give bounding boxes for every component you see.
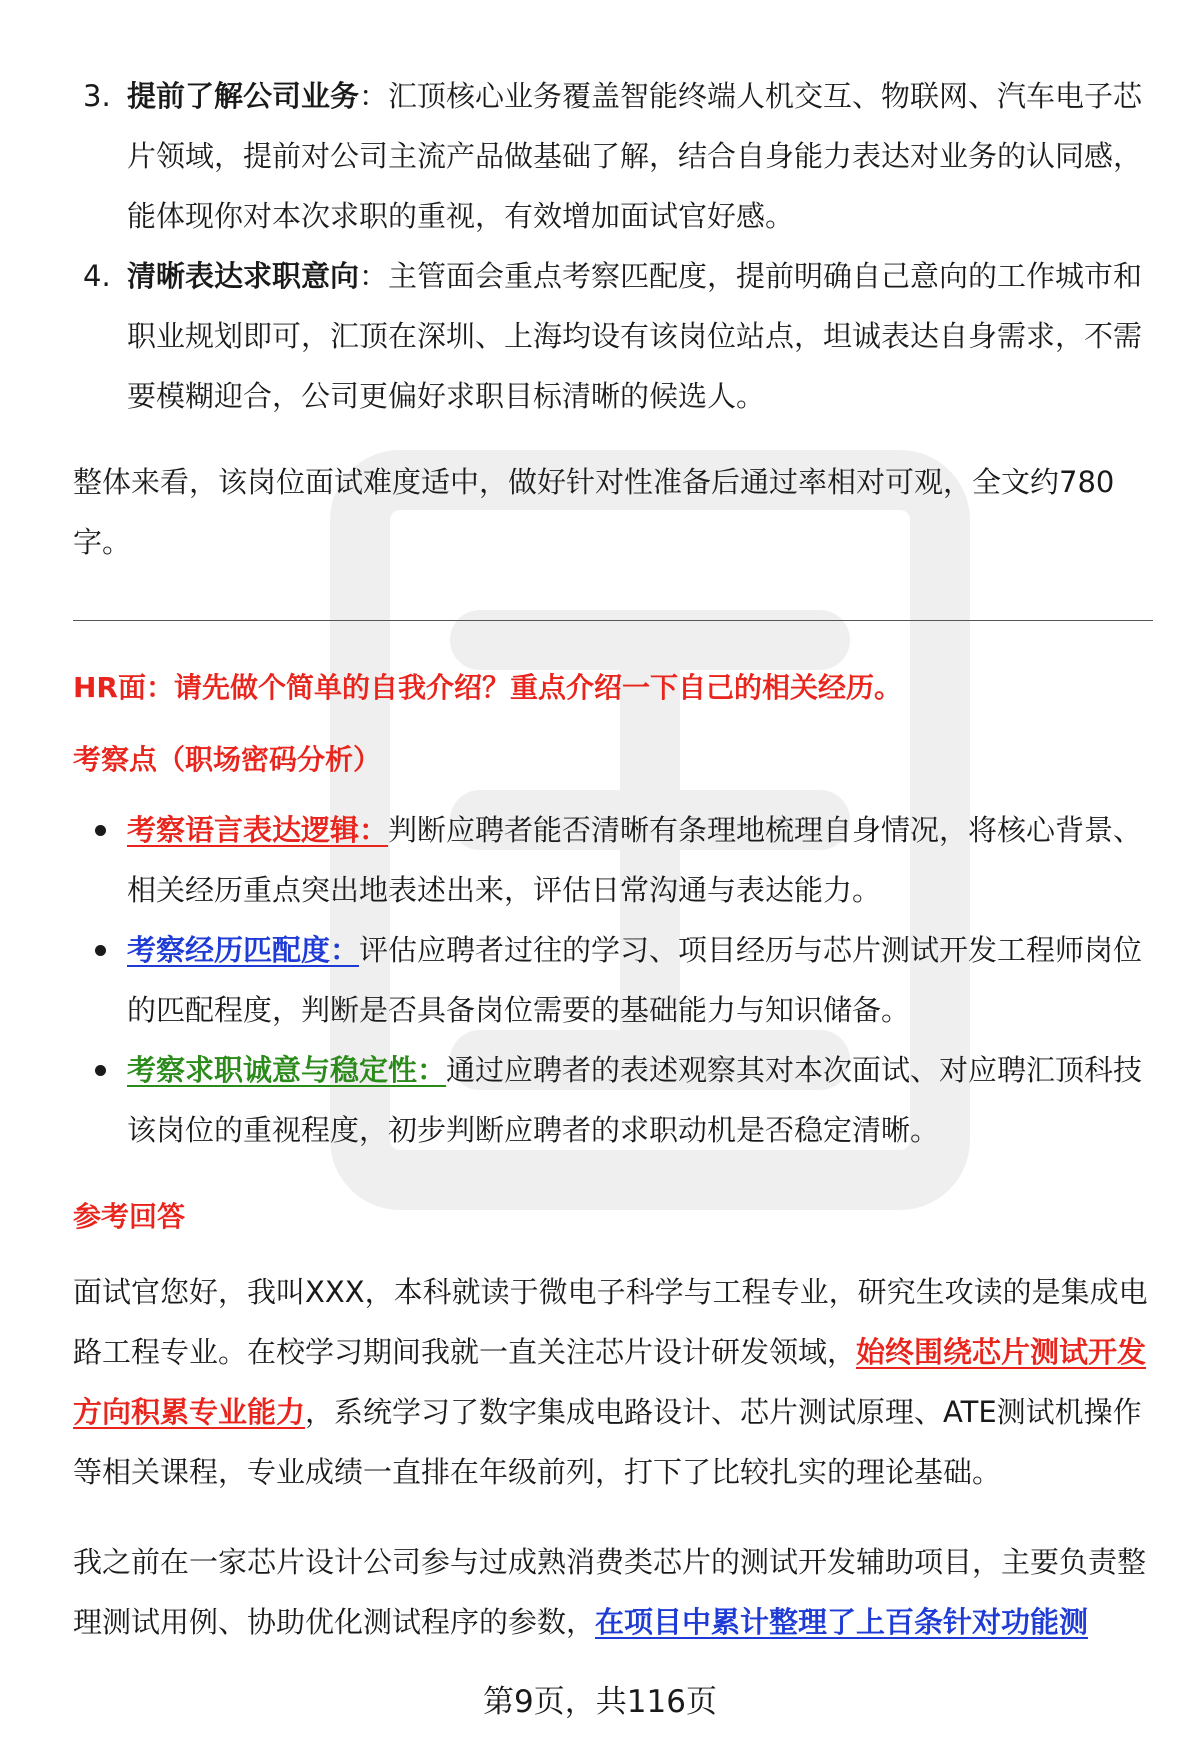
assessment-heading: 考察点（职场密码分析） — [73, 743, 382, 776]
bullet-dot — [95, 945, 106, 956]
summary-paragraph: 整体来看，该岗位面试难度适中，做好针对性准备后通过率相对可观，全文约780字。 — [73, 465, 1115, 559]
item-heading: 提前了解公司业务 — [127, 79, 360, 113]
bullet-keyword: 考察求职诚意与稳定性： — [127, 1053, 447, 1087]
assessment-bullet-list — [73, 800, 1153, 1160]
highlighted-text: 在项目中累计整理了上百条针对功能测 — [595, 1605, 1089, 1639]
page-number-footer: 第9页，共116页 — [483, 1684, 717, 1720]
bullet-keyword: 考察经历匹配度： — [127, 933, 360, 967]
section-divider — [73, 620, 1153, 621]
bullet-dot — [95, 825, 106, 836]
item-text: ：汇顶核心业务覆盖智能终端人机交互、物联网、汽车电子芯片领域，提前对公司主流产品做基础了解，结合自身能力表达对业务的认同感，能体现你对本次求职的重视，有效增加面试官好感。 — [127, 79, 1143, 233]
item-text: ：主管面会重点考察匹配度，提前明确自己意向的工作城市和职业规划即可，汇顶在深圳、上海均设有该岗位站点，坦诚表达自身需求，不需要模糊迎合，公司更偏好求职目标清晰的候选人。 — [127, 259, 1143, 413]
bullet-item — [73, 1040, 1153, 1160]
list-item — [73, 246, 1153, 426]
paragraph-text: ，系统学习了数字集成电路设计、芯片测试原理、ATE测试机操作等相关课程，专业成绩一直排在年级前列，打下了比较扎实的理论基础。 — [73, 1395, 1142, 1489]
bullet-text: 评估应聘者过往的学习、项目经历与芯片测试开发工程师岗位的匹配程度，判断是否具备岗位需要的基础能力与知识储备。 — [127, 933, 1143, 1027]
numbered-list — [73, 66, 1153, 426]
item-number: 3. — [83, 79, 111, 113]
bullet-text: 通过应聘者的表述观察其对本次面试、对应聘汇顶科技该岗位的重视程度，初步判断应聘者的求职动机是否稳定清晰。 — [127, 1053, 1143, 1147]
paragraph-text: 我之前在一家芯片设计公司参与过成熟消费类芯片的测试开发辅助项目，主要负责整理测试用例、协助优化测试程序的参数， — [73, 1545, 1147, 1639]
answer-paragraph — [73, 1532, 1153, 1652]
bullet-text: 判断应聘者能否清晰有条理地梳理自身情况，将核心背景、相关经历重点突出地表述出来，评估日常沟通与表达能力。 — [127, 813, 1143, 907]
item-heading: 清晰表达求职意向 — [127, 259, 360, 293]
item-number: 4. — [83, 259, 111, 293]
paragraph-text: 面试官您好，我叫XXX，本科就读于微电子科学与工程专业，研究生攻读的是集成电路工程专业。在校学习期间我就一直关注芯片设计研发领域， — [73, 1275, 1148, 1369]
bullet-keyword: 考察语言表达逻辑： — [127, 813, 389, 847]
highlighted-text: 始终围绕芯片测试开发方向积累专业能力 — [73, 1335, 1147, 1429]
bullet-item — [73, 800, 1153, 920]
bullet-item — [73, 920, 1153, 1040]
bullet-dot — [95, 1065, 106, 1076]
list-item — [73, 66, 1153, 246]
answer-paragraph — [73, 1262, 1153, 1502]
reference-answer-heading: 参考回答 — [73, 1200, 186, 1233]
question-heading: HR面：请先做个简单的自我介绍？重点介绍一下自己的相关经历。 — [73, 671, 902, 704]
